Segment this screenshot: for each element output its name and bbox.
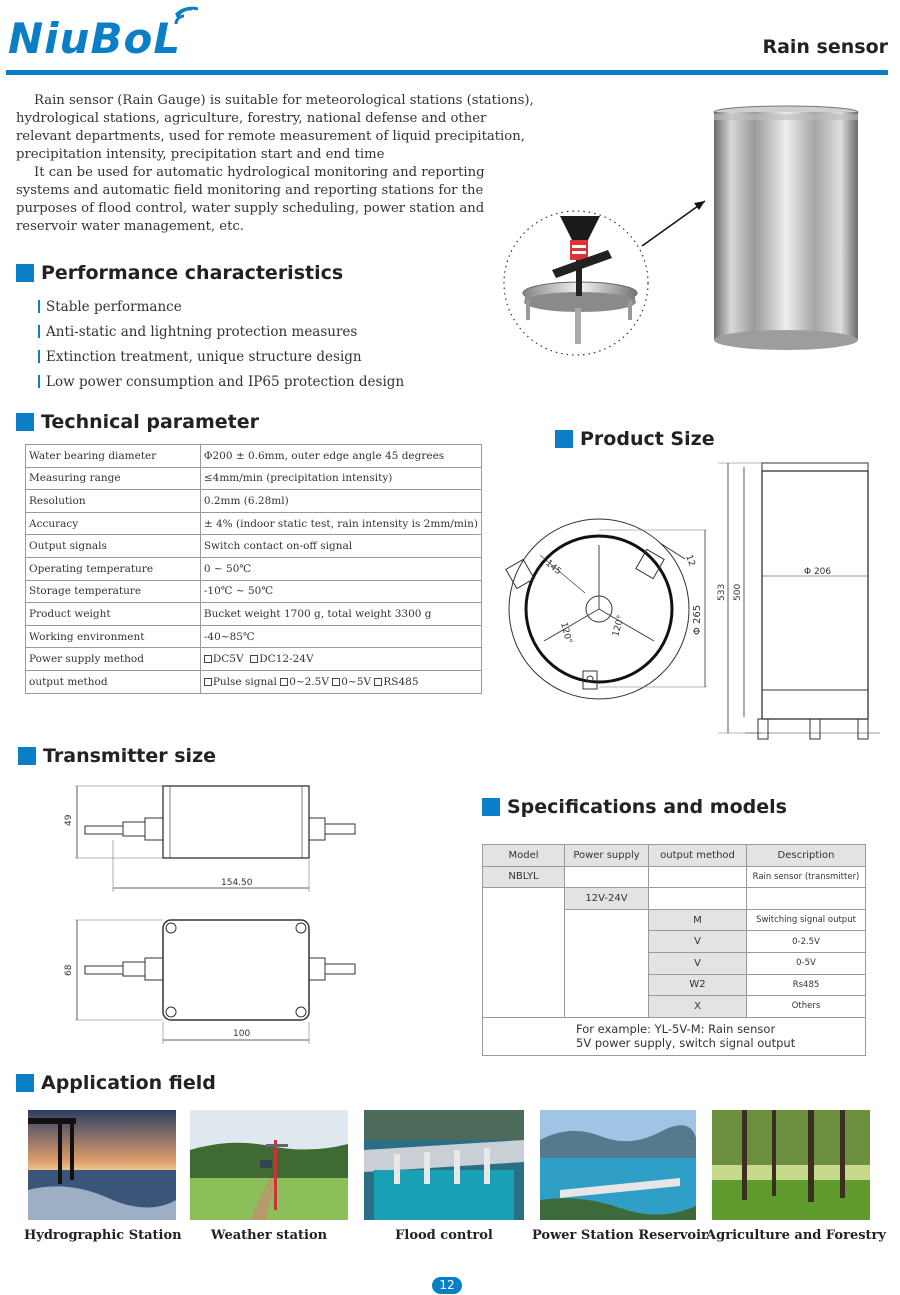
param-value bbox=[200, 648, 481, 671]
param-name: Storage temperature bbox=[26, 580, 201, 603]
option-label: 0~5V bbox=[341, 675, 372, 688]
param-value: 0 ~ 50℃ bbox=[200, 557, 481, 580]
table-row bbox=[26, 625, 482, 648]
output-code-cell: W2 bbox=[649, 974, 747, 996]
description-cell: Rain sensor (transmitter) bbox=[747, 866, 866, 888]
intro-text bbox=[16, 92, 541, 236]
param-name: Measuring range bbox=[26, 467, 201, 490]
empty-cell bbox=[565, 909, 649, 1017]
param-value: -40~85℃ bbox=[200, 625, 481, 648]
table-row bbox=[26, 580, 482, 603]
table-row bbox=[26, 670, 482, 693]
empty-cell bbox=[649, 866, 747, 888]
param-value bbox=[200, 670, 481, 693]
param-value: ≤4mm/min (precipitation intensity) bbox=[200, 467, 481, 490]
param-name: Accuracy bbox=[26, 512, 201, 535]
dimension-label: 145 bbox=[543, 558, 563, 578]
description-cell: 0-2.5V bbox=[747, 931, 866, 953]
param-name: output method bbox=[26, 670, 201, 693]
param-value: 0.2mm (6.28ml) bbox=[200, 490, 481, 513]
output-code-cell: V bbox=[649, 952, 747, 974]
option-label: Pulse signal bbox=[212, 675, 277, 688]
table-row bbox=[483, 1017, 866, 1055]
table-row bbox=[483, 866, 866, 888]
param-value: Bucket weight 1700 g, total weight 3300 g bbox=[200, 603, 481, 626]
column-header: output method bbox=[649, 845, 747, 867]
example-line: For example: YL-5V-M: Rain sensor bbox=[576, 1022, 776, 1037]
product-size-heading bbox=[555, 428, 715, 450]
param-value: Φ200 ± 0.6mm, outer edge angle 45 degrees bbox=[200, 445, 481, 468]
table-row bbox=[26, 445, 482, 468]
performance-heading bbox=[16, 262, 343, 284]
header-rule bbox=[6, 70, 888, 75]
performance-title: Performance characteristics bbox=[41, 262, 344, 284]
specs-title: Specifications and models bbox=[507, 796, 787, 818]
application-heading bbox=[16, 1072, 216, 1094]
description-cell: 0-5V bbox=[747, 952, 866, 974]
table-header-row bbox=[483, 845, 866, 867]
section-marker-icon bbox=[16, 1074, 34, 1092]
reservoir-photo bbox=[540, 1110, 696, 1220]
transmitter-title: Transmitter size bbox=[43, 745, 217, 767]
feature-text: Low power consumption and IP65 protection design bbox=[46, 373, 405, 390]
description-cell: Others bbox=[747, 996, 866, 1018]
section-marker-icon bbox=[16, 264, 34, 282]
technical-heading bbox=[16, 411, 259, 433]
application-label: Flood control bbox=[395, 1228, 493, 1243]
intro-paragraph-2: It can be used for automatic hydrological monitoring and reporting systems and automatic field monitoring and reporting stations for the purposes of flood control, water supply scheduling, power station and reservoir water management, etc. bbox=[16, 165, 485, 234]
param-name: Resolution bbox=[26, 490, 201, 513]
feature-text: Anti-static and lightning protection measures bbox=[46, 323, 358, 340]
option-label: RS485 bbox=[383, 675, 419, 688]
table-row bbox=[26, 535, 482, 558]
application-label: Hydrographic Station bbox=[24, 1228, 182, 1243]
param-name: Output signals bbox=[26, 535, 201, 558]
description-cell: Rs485 bbox=[747, 974, 866, 996]
pier-sunset-photo bbox=[28, 1110, 176, 1220]
product-size-title: Product Size bbox=[580, 428, 715, 450]
specs-heading bbox=[482, 796, 787, 818]
checkbox-icon bbox=[204, 678, 212, 686]
power-cell: 12V-24V bbox=[565, 888, 649, 910]
checkbox-icon bbox=[204, 655, 212, 663]
checkbox-icon bbox=[280, 678, 288, 686]
product-size-drawing bbox=[500, 455, 890, 745]
description-cell: Switching signal output bbox=[747, 909, 866, 931]
dimension-label: 500 bbox=[733, 583, 743, 601]
param-name: Working environment bbox=[26, 625, 201, 648]
application-label: Weather station bbox=[210, 1228, 328, 1243]
intro-paragraph-1: Rain sensor (Rain Gauge) is suitable for meteorological stations (stations), hydrological stations, agriculture, forestry, national defense and other relevant departments, used for remote measurement of liquid precipitation, precipitation intensity, precipitation start and end time bbox=[16, 93, 534, 162]
section-marker-icon bbox=[555, 430, 573, 448]
niubol-logo: NiuBoL bbox=[8, 14, 182, 63]
checkbox-icon bbox=[332, 678, 340, 686]
section-marker-icon bbox=[482, 798, 500, 816]
param-name: Water bearing diameter bbox=[26, 445, 201, 468]
dimension-label: 12 bbox=[683, 553, 697, 568]
option-label: 0~2.5V bbox=[289, 675, 329, 688]
option-label: DC5V bbox=[212, 653, 244, 666]
param-name: Product weight bbox=[26, 603, 201, 626]
feature-list bbox=[38, 294, 404, 394]
feature-text: Extinction treatment, unique structure design bbox=[46, 348, 362, 365]
param-value: ± 4% (indoor static test, rain intensity is 2mm/min) bbox=[200, 512, 481, 535]
output-code-cell: V bbox=[649, 931, 747, 953]
dimension-label: Φ 265 bbox=[692, 604, 703, 635]
param-value: Switch contact on-off signal bbox=[200, 535, 481, 558]
angle-label: 120° bbox=[611, 614, 627, 638]
dimension-label: 49 bbox=[64, 814, 74, 826]
dam-photo bbox=[364, 1110, 524, 1220]
page-title: Rain sensor bbox=[762, 36, 888, 58]
checkbox-icon bbox=[374, 678, 382, 686]
option-label: DC12-24V bbox=[259, 653, 314, 666]
empty-cell bbox=[565, 866, 649, 888]
dimension-label: 68 bbox=[64, 964, 74, 976]
technical-title: Technical parameter bbox=[41, 411, 259, 433]
page-number: 12 bbox=[432, 1277, 462, 1294]
feature-item bbox=[38, 319, 404, 344]
table-row bbox=[483, 888, 866, 910]
column-header: Power supply bbox=[565, 845, 649, 867]
forest-photo bbox=[712, 1110, 870, 1220]
application-label: Agriculture and Forestry bbox=[706, 1228, 886, 1243]
transmitter-drawing bbox=[55, 780, 375, 1050]
application-title: Application field bbox=[41, 1072, 216, 1094]
output-code-cell: M bbox=[649, 909, 747, 931]
table-row bbox=[26, 490, 482, 513]
signal-icon bbox=[172, 6, 200, 32]
table-row bbox=[26, 603, 482, 626]
transmitter-heading bbox=[18, 745, 216, 767]
feature-item bbox=[38, 369, 404, 394]
column-header: Description bbox=[747, 845, 866, 867]
example-line: 5V power supply, switch signal output bbox=[576, 1036, 796, 1051]
section-marker-icon bbox=[16, 413, 34, 431]
section-marker-icon bbox=[18, 747, 36, 765]
output-code-cell: X bbox=[649, 996, 747, 1018]
product-photo bbox=[500, 100, 870, 360]
feature-item bbox=[38, 344, 404, 369]
angle-label: 120° bbox=[558, 621, 574, 645]
dimension-label: 100 bbox=[233, 1029, 251, 1039]
dimension-label: Φ 206 bbox=[804, 567, 832, 577]
param-name: Power supply method bbox=[26, 648, 201, 671]
feature-text: Stable performance bbox=[46, 298, 182, 315]
example-cell bbox=[483, 1017, 866, 1055]
dimension-label: 533 bbox=[717, 583, 727, 601]
dimension-label: 154.50 bbox=[221, 878, 253, 888]
param-value: -10℃ ~ 50℃ bbox=[200, 580, 481, 603]
column-header: Model bbox=[483, 845, 565, 867]
weather-station-photo bbox=[190, 1110, 348, 1220]
feature-item bbox=[38, 294, 404, 319]
model-cell: NBLYL bbox=[483, 866, 565, 888]
param-name: Operating temperature bbox=[26, 557, 201, 580]
technical-parameter-table bbox=[25, 444, 482, 694]
table-row bbox=[26, 512, 482, 535]
table-row bbox=[26, 467, 482, 490]
table-row bbox=[26, 648, 482, 671]
table-row bbox=[26, 557, 482, 580]
empty-cell bbox=[649, 888, 747, 910]
checkbox-icon bbox=[250, 655, 258, 663]
application-label: Power Station Reservoir bbox=[532, 1228, 708, 1243]
empty-cell bbox=[747, 888, 866, 910]
empty-cell bbox=[483, 888, 565, 1018]
specs-table bbox=[482, 844, 866, 1056]
